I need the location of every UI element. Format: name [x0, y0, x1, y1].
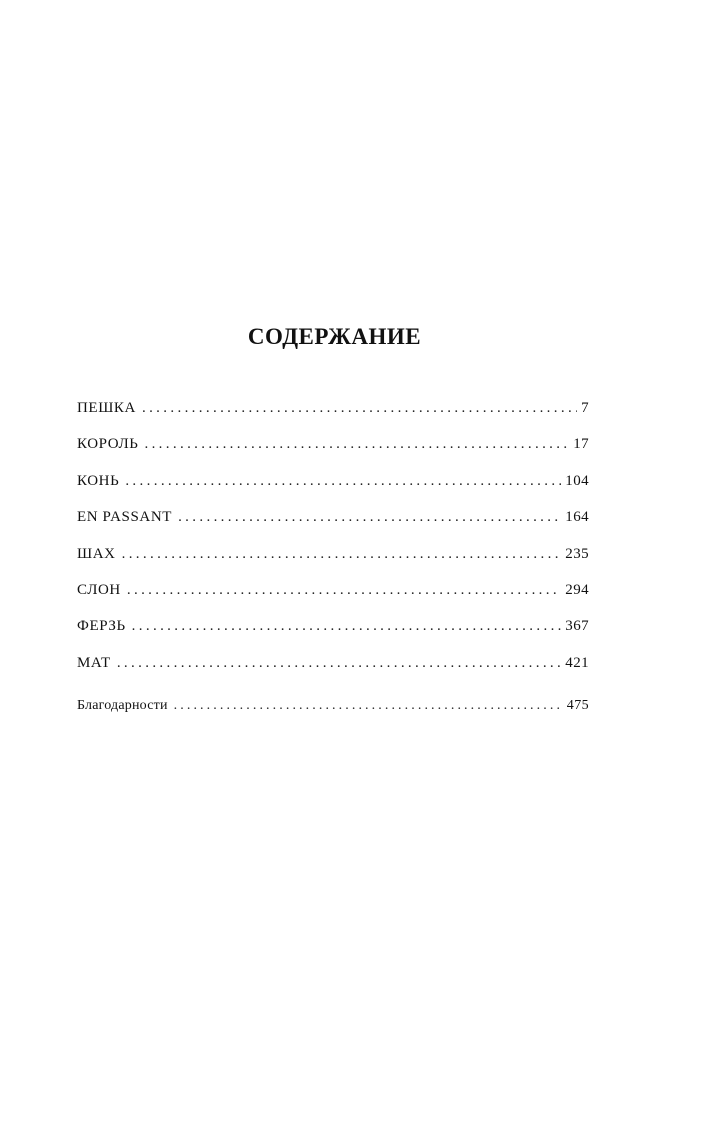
toc-entry-korol[interactable] — [77, 436, 589, 472]
toc-dot-leader — [122, 546, 562, 563]
toc-entry-slon[interactable] — [77, 582, 589, 618]
toc-entry-ferz[interactable] — [77, 618, 589, 654]
toc-list — [77, 400, 589, 735]
toc-entry-shakh[interactable] — [77, 546, 589, 582]
toc-entry-page-number: 104 — [565, 472, 589, 489]
toc-dot-leader — [125, 473, 561, 490]
toc-dot-leader — [178, 509, 561, 526]
toc-entry-label: EN PASSANT — [77, 509, 173, 526]
toc-entry-kon[interactable] — [77, 473, 589, 509]
toc-dot-leader — [142, 400, 577, 417]
toc-entry-label: ФЕРЗЬ — [77, 618, 126, 635]
toc-title: СОДЕРЖАНИЕ — [247, 324, 422, 349]
toc-entry-acknowledgements[interactable] — [77, 698, 589, 734]
toc-entry-page-number: 421 — [565, 654, 589, 671]
toc-entry-mat[interactable] — [77, 655, 589, 691]
toc-entry-page-number: 475 — [566, 698, 589, 714]
toc-entry-label: ПЕШКА — [77, 400, 136, 416]
toc-entry-page-number: 294 — [565, 581, 589, 598]
toc-entry-en-passant[interactable] — [77, 509, 589, 545]
toc-entry-page-number: 17 — [573, 436, 589, 453]
toc-dot-leader — [144, 436, 569, 453]
toc-entry-label: СЛОН — [77, 581, 121, 598]
toc-entry-page-number: 7 — [581, 400, 589, 416]
toc-entry-page-number: 367 — [565, 618, 589, 635]
toc-entry-label: МАТ — [77, 654, 111, 671]
toc-entry-page-number: 164 — [565, 509, 589, 526]
toc-dot-leader — [117, 655, 561, 672]
toc-entry-label: КОРОЛЬ — [77, 436, 139, 453]
toc-entry-label: Благодарности — [77, 698, 168, 714]
toc-dot-leader — [174, 698, 563, 714]
toc-dot-leader — [132, 618, 562, 635]
toc-entry-label: КОНЬ — [77, 472, 120, 489]
toc-entry-peshka[interactable] — [77, 400, 589, 436]
toc-entry-page-number: 235 — [565, 545, 589, 562]
toc-entry-label: ШАХ — [77, 545, 116, 562]
toc-dot-leader — [127, 582, 561, 599]
